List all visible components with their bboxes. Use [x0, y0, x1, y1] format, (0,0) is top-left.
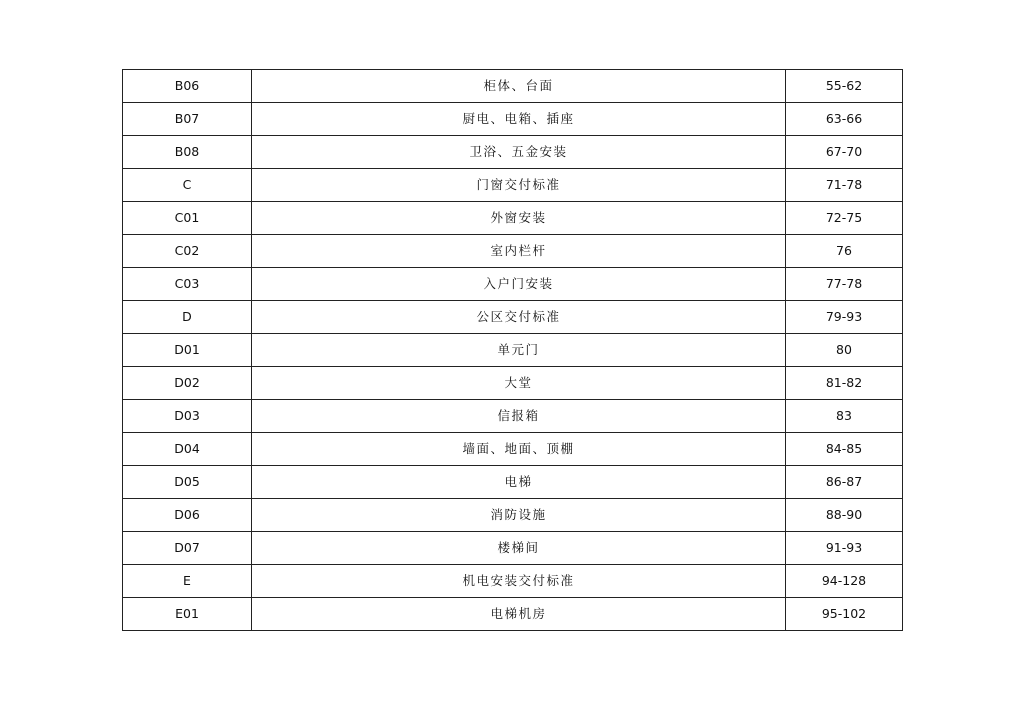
table-row — [123, 433, 903, 466]
table-row — [123, 565, 903, 598]
table-row — [123, 367, 903, 400]
section-title: 外窗安装 — [252, 202, 786, 235]
table-row — [123, 532, 903, 565]
page-range: 76 — [786, 235, 903, 268]
section-title: 墙面、地面、顶棚 — [252, 433, 786, 466]
table-of-contents — [122, 69, 903, 631]
section-title: 大堂 — [252, 367, 786, 400]
table-row — [123, 136, 903, 169]
section-code: C — [123, 169, 252, 202]
section-title: 电梯机房 — [252, 598, 786, 631]
section-code: B08 — [123, 136, 252, 169]
section-code: D02 — [123, 367, 252, 400]
table-row — [123, 202, 903, 235]
section-code: D03 — [123, 400, 252, 433]
page-range: 55-62 — [786, 70, 903, 103]
section-title: 单元门 — [252, 334, 786, 367]
page-range: 80 — [786, 334, 903, 367]
section-title: 厨电、电箱、插座 — [252, 103, 786, 136]
section-code: E — [123, 565, 252, 598]
page-range: 77-78 — [786, 268, 903, 301]
section-code: E01 — [123, 598, 252, 631]
page-range: 86-87 — [786, 466, 903, 499]
page-range: 94-128 — [786, 565, 903, 598]
section-title: 信报箱 — [252, 400, 786, 433]
section-code: B07 — [123, 103, 252, 136]
table-row — [123, 70, 903, 103]
page-range: 91-93 — [786, 532, 903, 565]
page-range: 72-75 — [786, 202, 903, 235]
section-title: 消防设施 — [252, 499, 786, 532]
page-range: 63-66 — [786, 103, 903, 136]
section-title: 柜体、台面 — [252, 70, 786, 103]
table-row — [123, 400, 903, 433]
page-range: 67-70 — [786, 136, 903, 169]
section-code: D06 — [123, 499, 252, 532]
table-row — [123, 235, 903, 268]
section-title: 电梯 — [252, 466, 786, 499]
page-range: 81-82 — [786, 367, 903, 400]
section-title: 门窗交付标准 — [252, 169, 786, 202]
page-range: 88-90 — [786, 499, 903, 532]
table-row — [123, 268, 903, 301]
page-range: 71-78 — [786, 169, 903, 202]
section-code: D01 — [123, 334, 252, 367]
section-code: C02 — [123, 235, 252, 268]
section-code: D05 — [123, 466, 252, 499]
section-code: B06 — [123, 70, 252, 103]
page-range: 83 — [786, 400, 903, 433]
table-row — [123, 499, 903, 532]
section-title: 入户门安装 — [252, 268, 786, 301]
table-row — [123, 169, 903, 202]
section-title: 楼梯间 — [252, 532, 786, 565]
section-title: 室内栏杆 — [252, 235, 786, 268]
section-title: 机电安装交付标准 — [252, 565, 786, 598]
section-code: D07 — [123, 532, 252, 565]
table-row — [123, 334, 903, 367]
page-range: 79-93 — [786, 301, 903, 334]
section-title: 公区交付标准 — [252, 301, 786, 334]
table-row — [123, 301, 903, 334]
section-code: C03 — [123, 268, 252, 301]
toc-body — [123, 70, 903, 631]
table-row — [123, 598, 903, 631]
section-title: 卫浴、五金安装 — [252, 136, 786, 169]
section-code: D — [123, 301, 252, 334]
table-row — [123, 103, 903, 136]
table-row — [123, 466, 903, 499]
section-code: C01 — [123, 202, 252, 235]
section-code: D04 — [123, 433, 252, 466]
page-range: 95-102 — [786, 598, 903, 631]
page-range: 84-85 — [786, 433, 903, 466]
